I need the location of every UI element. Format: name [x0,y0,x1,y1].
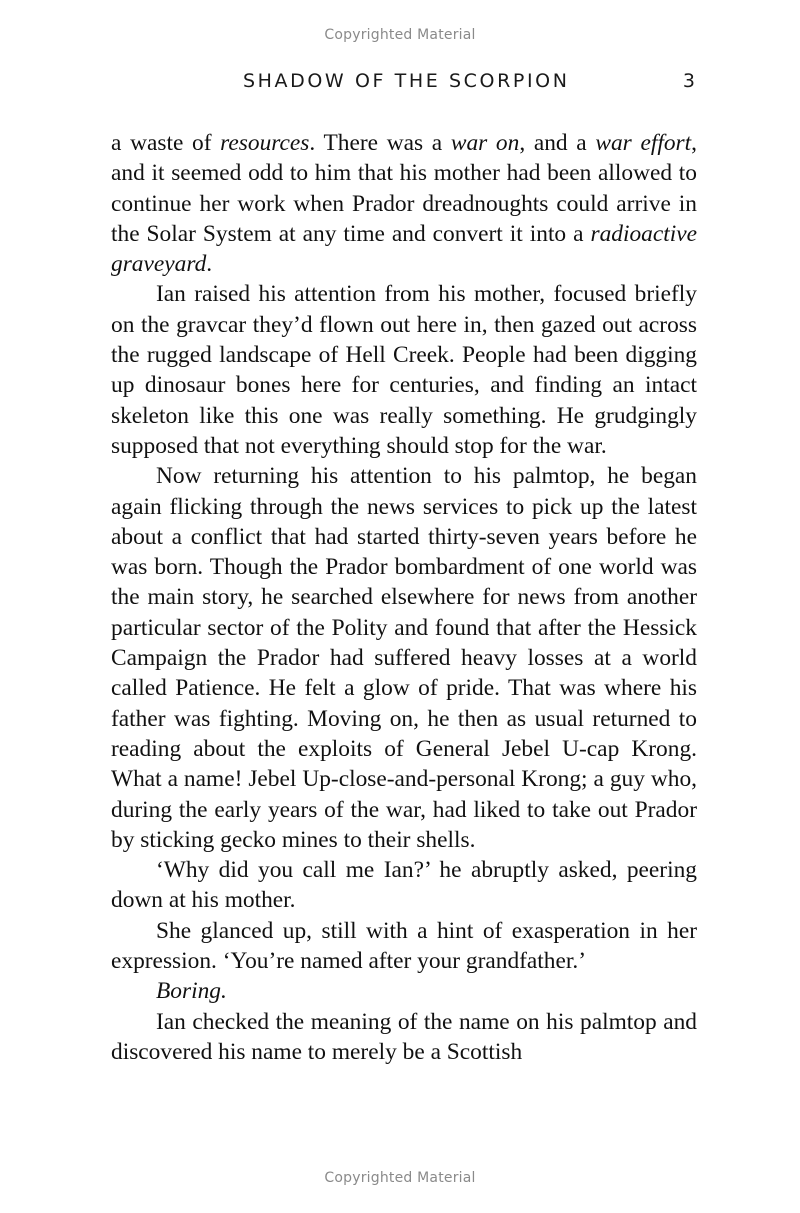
paragraph-5: She glanced up, still with a hint of exasperation in her expression. ‘You’re named after your grandfather.’ [111,917,697,975]
paragraph-1 [111,128,697,279]
text-run: . There was a [309,130,451,156]
paragraph-6 [111,976,697,1006]
italic-run: Boring. [156,978,227,1005]
italic-run: radioactive graveyard [111,220,697,278]
text-run: a waste of [111,130,221,156]
paragraph-4: ‘Why did you call me Ian?’ he abruptly asked, peering down at his mother. [111,857,697,914]
paragraph-2: Ian raised his attention from his mother, focused briefly on the gravcar they’d flown out here in, then gazed out across the rugged landscape of Hell Creek. People had been digging up dinosaur bones here for centuries, and finding an intact skeleton like this one was really something. He grudgingly supposed that not everything should stop for the war. [111,281,697,459]
copyright-watermark-top: Copyrighted Material [324,27,476,43]
page-number: 3 [682,70,695,92]
text-run: , and a [519,130,596,156]
text-run: . [206,251,213,278]
book-title: SHADOW OF THE SCORPION [243,70,570,92]
copyright-watermark-bottom: Copyrighted Material [324,1170,476,1186]
italic-run: resources [220,130,310,156]
paragraph-3: Now returning his attention to his palmtop, he began again flicking through the news services to pick up the latest about a conflict that had started thirty-seven years before he was born. Though the Prador bombardment of one world was the main story, he searched elsewhere for news from another particular sector of the Polity and found that after the Hessick Campaign the Prador had suffered heavy losses at a world called Patience. He felt a glow of pride. That was where his father was fighting. Moving on, he then as usual returned to reading about the exploits of General Jebel U-cap Krong. What a name! Jebel Up-close-and-personal Krong; a guy who, during the early years of the war, had liked to take out Prador by sticking gecko mines to their shells. [111,463,697,853]
paragraph-7: Ian checked the meaning of the name on his palmtop and discovered his name to merely be a Scottish [111,1008,697,1065]
running-head [111,70,697,98]
body-text [111,128,697,1067]
italic-run: war effort [595,130,692,156]
text-run: , and it seemed odd to him that his mother had been allowed to continue her work when Prador dreadnoughts could arrive in the Solar System at any time and convert it into a [111,130,697,247]
italic-run: war on [450,130,520,156]
